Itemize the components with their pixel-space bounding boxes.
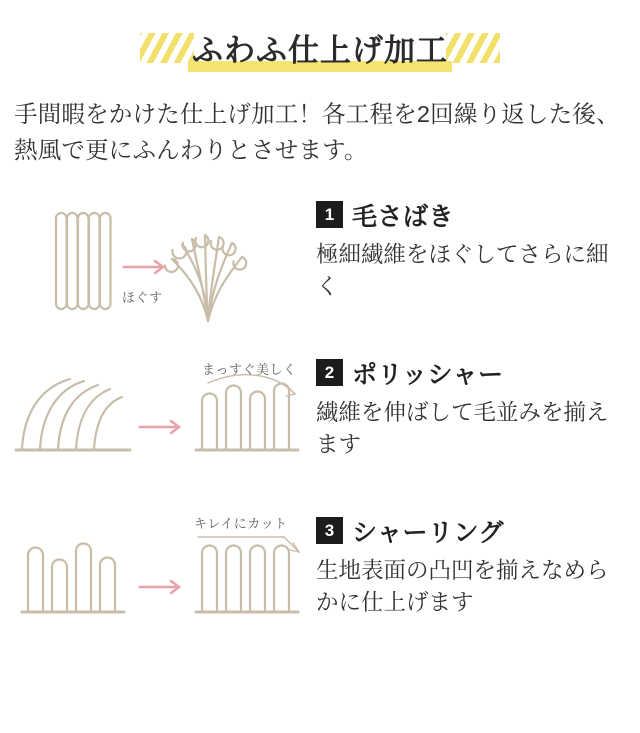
title-band bbox=[158, 21, 482, 76]
status-badge: 1 bbox=[316, 201, 343, 228]
figure-caption: ほぐす bbox=[122, 289, 163, 305]
step1-illustration-icon bbox=[12, 191, 312, 341]
stripe-decoration-right-icon bbox=[446, 33, 500, 63]
step-heading bbox=[316, 355, 628, 391]
steps-list bbox=[0, 191, 640, 657]
list-item bbox=[0, 349, 640, 499]
step-description: 生地表面の凸凹を揃えなめらかに仕上げます bbox=[316, 557, 609, 616]
stripe-decoration-left-icon bbox=[140, 33, 194, 63]
page-header bbox=[0, 0, 640, 96]
step-heading bbox=[316, 513, 628, 549]
step-text-block bbox=[312, 507, 628, 620]
status-badge: 3 bbox=[316, 517, 343, 544]
fiber-bundle-to-spread-diagram bbox=[12, 191, 312, 341]
list-item bbox=[0, 191, 640, 341]
step-title: ポリッシャー bbox=[352, 360, 504, 389]
step-text-block bbox=[312, 191, 628, 304]
step-title: シャーリング bbox=[352, 518, 505, 547]
step-description: 極細繊維をほぐしてさらに細く bbox=[316, 241, 609, 300]
step-description: 繊維を伸ばして毛並みを揃えます bbox=[316, 399, 609, 458]
uneven-loops-to-cut-even-loops-diagram bbox=[12, 507, 312, 657]
figure-caption: まっすぐ美しく bbox=[202, 361, 297, 377]
status-badge: 2 bbox=[316, 359, 343, 386]
step-heading bbox=[316, 197, 628, 233]
lead-paragraph: 手間暇をかけた仕上げ加工！各工程を2回繰り返した後、熱風で更にふんわりとさせます。 bbox=[14, 101, 620, 164]
page-title: ふわふ仕上げ加工 bbox=[192, 32, 448, 68]
bent-fibers-to-straight-loops-diagram bbox=[12, 349, 312, 499]
step-text-block bbox=[312, 349, 628, 462]
figure-caption: キレイにカット bbox=[194, 515, 288, 531]
step-title: 毛さばき bbox=[352, 202, 455, 231]
list-item bbox=[0, 507, 640, 657]
